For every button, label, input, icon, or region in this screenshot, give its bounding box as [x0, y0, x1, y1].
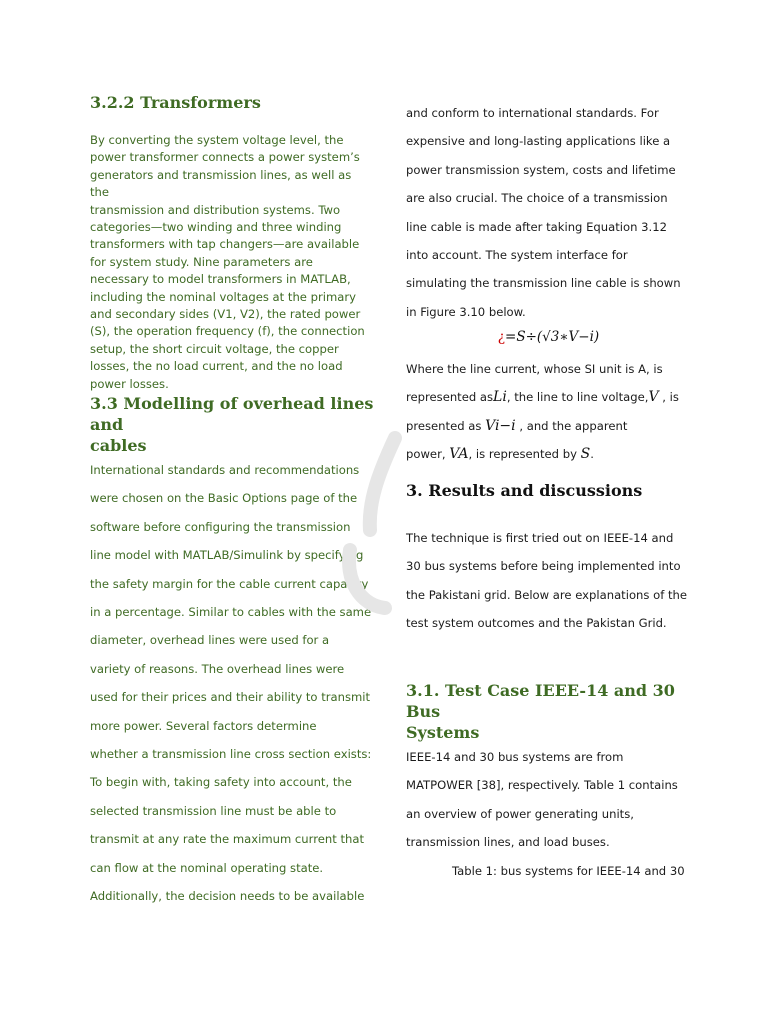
paragraph-line: setup, the short circuit voltage, the copper	[90, 341, 339, 356]
equation-symbol: ¿	[497, 329, 506, 345]
paragraph-line: To begin with, taking safety into account, the	[90, 775, 352, 790]
paragraph-line: selected transmission line must be able to	[90, 803, 337, 818]
paragraph-line: Additionally, the decision needs to be available	[90, 889, 365, 904]
watermark-mark	[340, 430, 410, 620]
paragraph-line: the Pakistani grid. Below are explanations of the	[406, 587, 687, 602]
paragraph-line: power transformer connects a power system’s	[90, 150, 360, 165]
paragraph-line: diameter, overhead lines were used for a	[90, 633, 330, 648]
paragraph-line: and secondary sides (V1, V2), the rated power	[90, 307, 361, 322]
results-heading: 3. Results and discussions	[406, 481, 643, 500]
heading-line: cables	[90, 436, 147, 455]
paragraph-line: transmission and distribution systems. Two	[90, 202, 341, 217]
current-equation	[406, 329, 691, 345]
paragraph-line: are also crucial. The choice of a transmission	[406, 191, 668, 206]
transformers-heading: 3.2.2 Transformers	[90, 93, 261, 112]
where-paragraph	[406, 355, 679, 469]
paragraph-line: into account. The system interface for	[406, 248, 628, 263]
paragraph-line: line cable is made after taking Equation 3.12	[406, 219, 667, 234]
paragraph-line: transmit at any rate the maximum current that	[90, 832, 364, 847]
paragraph-line: for system study. Nine parameters are	[90, 254, 313, 269]
paragraph-line: necessary to model transformers in MATLAB,	[90, 272, 351, 287]
paragraph-line: power losses.	[90, 376, 169, 391]
paragraph-line: transmission lines, and load buses.	[406, 835, 610, 850]
paragraph-line: (S), the operation frequency (f), the connection	[90, 324, 365, 339]
paragraph-line: the safety margin for the cable current capacity	[90, 576, 369, 591]
paragraph-line: generators and transmission lines, as well as the	[90, 167, 352, 200]
testcase-heading	[406, 680, 696, 743]
overhead-heading	[90, 393, 380, 456]
paragraph-line: Where the line current, whose SI unit is A, is	[406, 362, 663, 376]
paragraph-line: By converting the system voltage level, the	[90, 133, 344, 147]
paragraph-line: expensive and long-lasting applications like a	[406, 134, 671, 149]
math-symbol: Vi−i	[485, 417, 516, 434]
testcase-paragraph	[406, 743, 678, 857]
paragraph-line: 30 bus systems before being implemented into	[406, 559, 681, 574]
paragraph-line: line model with MATLAB/Simulink by specifying	[90, 548, 364, 563]
table-caption: Table 1: bus systems for IEEE-14 and 30	[452, 864, 685, 878]
paragraph-line: MATPOWER [38], respectively. Table 1 contains	[406, 778, 678, 793]
heading-line: 3.3 Modelling of overhead lines and	[90, 394, 374, 434]
math-symbol: VA	[449, 446, 469, 463]
paragraph-line: in Figure 3.10 below.	[406, 304, 526, 319]
results-paragraph	[406, 524, 687, 638]
paragraph-line: an overview of power generating units,	[406, 806, 634, 821]
paragraph-line: software before configuring the transmission	[90, 519, 351, 534]
paragraph-line: more power. Several factors determine	[90, 718, 317, 733]
heading-line: Systems	[406, 723, 480, 742]
paragraph-line: simulating the transmission line cable is shown	[406, 276, 681, 291]
paragraph-line: losses, the no load current, and the no load	[90, 359, 343, 374]
paragraph-line: International standards and recommendations	[90, 463, 360, 477]
paragraph-line: in a percentage. Similar to cables with the same	[90, 605, 372, 620]
continued-paragraph	[406, 99, 681, 326]
overhead-paragraph	[90, 456, 371, 911]
paragraph-line: categories—two winding and three winding	[90, 220, 342, 235]
paragraph-line: power transmission system, costs and lifetime	[406, 162, 676, 177]
paragraph-line: can flow at the nominal operating state.	[90, 860, 324, 875]
math-symbol: Li	[493, 389, 507, 406]
math-symbol: V	[648, 389, 659, 406]
paragraph-line: used for their prices and their ability to transmit	[90, 690, 371, 705]
paragraph-line: IEEE-14 and 30 bus systems are from	[406, 750, 624, 764]
heading-line: 3.1. Test Case IEEE-14 and 30 Bus	[406, 681, 675, 721]
paragraph-line: were chosen on the Basic Options page of the	[90, 491, 358, 506]
paragraph-line: including the nominal voltages at the primary	[90, 289, 356, 304]
paragraph-line: whether a transmission line cross section exists:	[90, 747, 372, 762]
paragraph-line: presented as Vi−i , and the apparent	[406, 417, 628, 434]
paragraph-line: power, VA, is represented by S.	[406, 446, 594, 463]
paragraph-line: and conform to international standards. For	[406, 106, 659, 120]
paragraph-line: The technique is first tried out on IEEE-14 and	[406, 531, 674, 545]
paragraph-line: variety of reasons. The overhead lines were	[90, 661, 345, 676]
math-symbol: S	[580, 446, 591, 463]
paragraph-line: represented asLi, the line to line voltage,V , is	[406, 389, 679, 406]
paragraph-line: test system outcomes and the Pakistan Grid.	[406, 616, 667, 631]
transformers-paragraph	[90, 132, 365, 393]
paragraph-line: transformers with tap changers—are available	[90, 237, 360, 252]
equation-body: =S÷(√3∗V−i)	[505, 329, 600, 345]
